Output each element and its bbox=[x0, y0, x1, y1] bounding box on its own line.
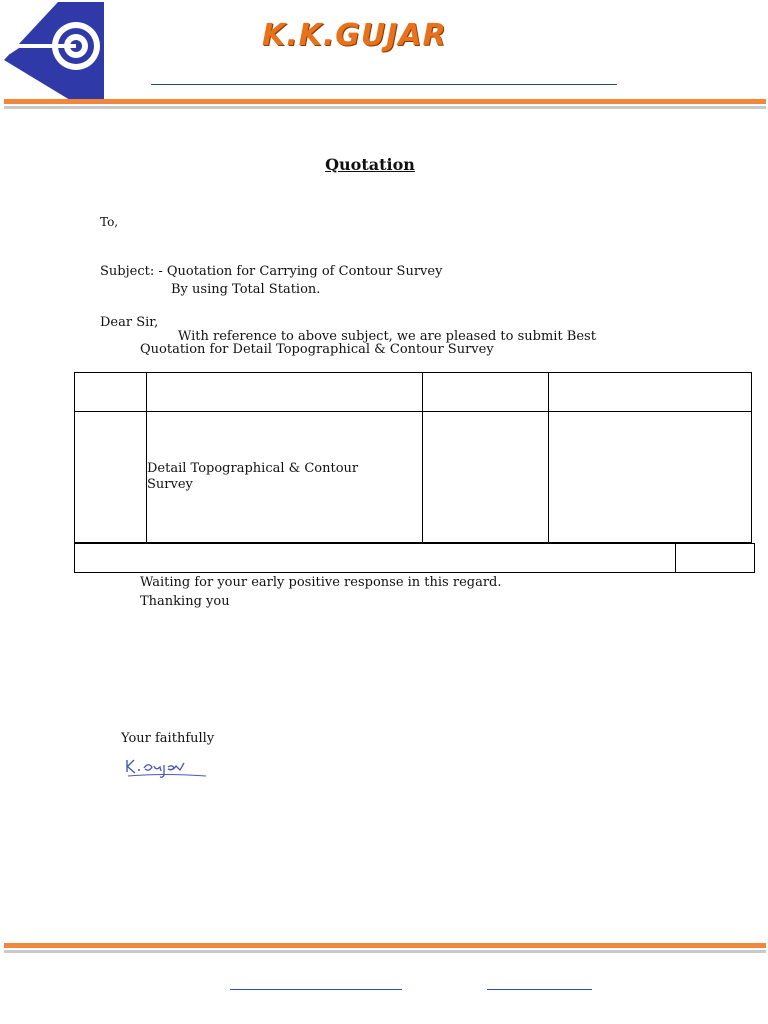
header-cell-serial bbox=[75, 373, 147, 412]
total-table bbox=[74, 543, 755, 573]
header-cell-amount bbox=[549, 373, 752, 412]
company-logo bbox=[0, 0, 104, 100]
item-description: Detail Topographical & Contour Survey bbox=[147, 461, 359, 492]
total-value-cell bbox=[676, 544, 755, 573]
recipient-label: To, bbox=[100, 215, 119, 229]
footer-stripe bbox=[4, 943, 766, 953]
header-cell-description bbox=[147, 373, 423, 412]
header-cell-quantity bbox=[423, 373, 549, 412]
quotation-table bbox=[74, 372, 752, 543]
subject-line-1: Subject: - Quotation for Carrying of Contour Survey bbox=[100, 264, 443, 279]
body-line-2: Quotation for Detail Topographical & Contour Survey bbox=[140, 342, 494, 357]
row-cell-quantity bbox=[423, 412, 549, 543]
table-header-row bbox=[75, 373, 752, 412]
body-line-1: With reference to above subject, we are pleased to submit Best bbox=[178, 329, 596, 344]
signoff: Your faithfully bbox=[121, 731, 215, 746]
subject-line-2: By using Total Station. bbox=[171, 282, 321, 297]
header-underline bbox=[151, 84, 617, 85]
thanks-line: Thanking you bbox=[140, 594, 230, 609]
closing-line: Waiting for your early positive response in this regard. bbox=[140, 575, 502, 590]
target-arrow-icon bbox=[0, 0, 104, 100]
row-cell-amount bbox=[549, 412, 752, 543]
footer-link-website[interactable] bbox=[487, 989, 592, 990]
footer-link-email[interactable] bbox=[230, 989, 402, 990]
salutation: Dear Sir, bbox=[100, 315, 159, 330]
table-row bbox=[75, 412, 752, 543]
document-title: Quotation bbox=[325, 155, 415, 174]
total-row bbox=[75, 544, 755, 573]
header-stripe bbox=[4, 99, 766, 109]
row-cell-serial bbox=[75, 412, 147, 543]
row-cell-description bbox=[147, 412, 423, 543]
signature-image bbox=[124, 756, 214, 782]
total-label-cell bbox=[75, 544, 676, 573]
company-name: K.K.GUJAR bbox=[262, 18, 447, 53]
